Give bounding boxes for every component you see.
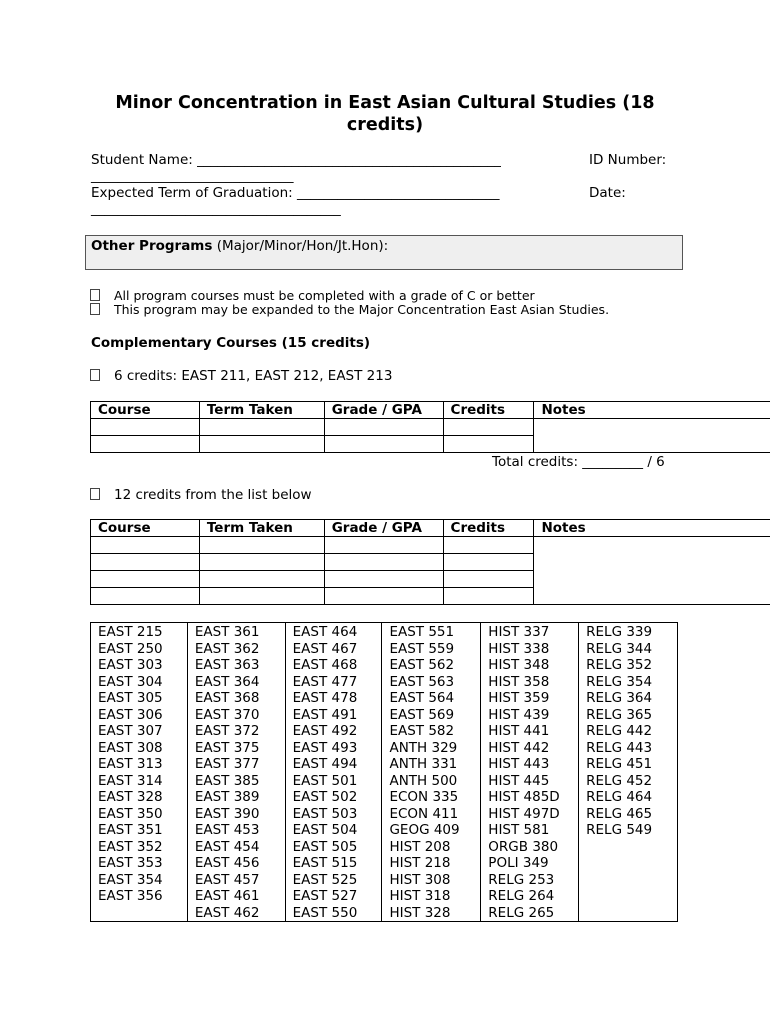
course-code: EAST 306 [98, 706, 163, 723]
course-code: EAST 461 [194, 888, 260, 904]
notes-cell[interactable] [534, 537, 770, 605]
checkbox-icon [90, 303, 100, 315]
course-code: EAST 364 [194, 673, 260, 690]
course-list-column [285, 623, 382, 922]
course-list-column [91, 623, 188, 922]
course-code: EAST 457 [194, 871, 260, 888]
course-code: EAST 372 [194, 723, 260, 739]
course-code: EAST 550 [292, 904, 358, 921]
other-programs-box [85, 235, 683, 270]
other-programs-label: Other Programs [91, 238, 213, 254]
course-code: EAST 515 [292, 855, 358, 871]
expected-term-field: Expected Term of Graduation: ______________________________ [91, 185, 500, 201]
course-code: EAST 564 [389, 690, 455, 706]
course-code: EAST 368 [194, 690, 260, 706]
course-code: EAST 525 [292, 871, 358, 888]
course-code: EAST 390 [194, 805, 260, 822]
course-code: HIST 328 [389, 904, 451, 921]
course-code: EAST 362 [194, 640, 260, 657]
course-code: EAST 468 [292, 657, 358, 673]
course-code: EAST 352 [98, 838, 163, 855]
course-code: RELG 352 [586, 657, 653, 673]
requirement-6-credits: 6 credits: EAST 211, EAST 212, EAST 213 [90, 368, 392, 384]
course-code: ANTH 331 [389, 756, 458, 772]
course-code: GEOG 409 [389, 822, 460, 838]
course-table-2 [90, 519, 770, 605]
page-title: Minor Concentration in East Asian Cultural Studies (18 credits) [115, 93, 655, 135]
credits-cell[interactable] [443, 436, 534, 453]
course-code: EAST 467 [292, 640, 358, 657]
course-code: EAST 215 [98, 624, 163, 640]
course-code: EAST 363 [194, 657, 260, 673]
col-credits: Credits [443, 402, 534, 419]
course-code: ECON 335 [389, 789, 459, 805]
course-code: EAST 562 [389, 657, 455, 673]
course-code: HIST 358 [488, 673, 550, 690]
course-code: EAST 351 [98, 822, 163, 838]
course-table-1 [90, 401, 770, 453]
course-code: EAST 462 [194, 904, 260, 921]
course-code: ANTH 500 [389, 772, 458, 789]
course-code: RELG 265 [488, 904, 555, 921]
course-code: HIST 308 [389, 871, 451, 888]
course-code: EAST 502 [292, 789, 358, 805]
course-code: HIST 359 [488, 690, 550, 706]
table-row[interactable] [91, 537, 770, 554]
course-code: HIST 218 [389, 855, 451, 871]
term-cell[interactable] [199, 588, 324, 605]
course-code: HIST 581 [488, 822, 550, 838]
other-programs-detail: (Major/Minor/Hon/Jt.Hon): [212, 238, 389, 254]
course-code: RELG 452 [586, 772, 653, 789]
course-cell[interactable] [91, 571, 200, 588]
course-code: EAST 314 [98, 772, 163, 789]
term-cell[interactable] [199, 436, 324, 453]
credits-cell[interactable] [443, 588, 534, 605]
course-cell[interactable] [91, 436, 200, 453]
course-code: EAST 494 [292, 756, 358, 772]
col-grade-gpa: Grade / GPA [324, 402, 443, 419]
course-code: EAST 559 [389, 640, 455, 657]
course-code: ANTH 329 [389, 739, 458, 756]
course-code: EAST 493 [292, 739, 358, 756]
course-code: EAST 361 [194, 624, 260, 640]
course-cell[interactable] [91, 554, 200, 571]
course-code: HIST 337 [488, 624, 550, 640]
course-code: EAST 454 [194, 838, 260, 855]
course-code: EAST 569 [389, 706, 455, 723]
date-label: Date: [589, 185, 626, 201]
total-credits-6: Total credits: _________ / 6 [492, 454, 665, 470]
course-code: EAST 501 [292, 772, 358, 789]
col-term-taken: Term Taken [199, 402, 324, 419]
course-code: EAST 464 [292, 624, 358, 640]
course-list-column [382, 623, 481, 922]
course-code: EAST 385 [194, 772, 260, 789]
course-cell[interactable] [91, 419, 200, 436]
course-code: RELG 365 [586, 706, 653, 723]
requirement-12-credits: 12 credits from the list below [90, 487, 312, 503]
checkbox-icon [90, 488, 100, 500]
notes-cell[interactable] [534, 419, 770, 453]
course-code: RELG 264 [488, 888, 555, 904]
credits-cell[interactable] [443, 554, 534, 571]
course-code: EAST 563 [389, 673, 455, 690]
course-code: EAST 303 [98, 657, 163, 673]
grade-cell[interactable] [324, 554, 443, 571]
course-code: HIST 485D [488, 789, 560, 805]
course-code: RELG 344 [586, 640, 653, 657]
course-code: EAST 503 [292, 805, 358, 822]
course-code: EAST 582 [389, 723, 455, 739]
course-code: RELG 451 [586, 756, 653, 772]
col-course: Course [91, 520, 200, 537]
credits-cell[interactable] [443, 537, 534, 554]
grade-cell[interactable] [324, 588, 443, 605]
course-code: RELG 465 [586, 805, 653, 822]
course-code: EAST 250 [98, 640, 163, 657]
course-code: RELG 339 [586, 624, 653, 640]
credits-cell[interactable] [443, 571, 534, 588]
course-code: HIST 443 [488, 756, 550, 772]
course-code: HIST 441 [488, 723, 550, 739]
course-list-table [90, 622, 678, 922]
col-course: Course [91, 402, 200, 419]
term-cell[interactable] [199, 571, 324, 588]
course-code: EAST 551 [389, 624, 455, 640]
col-notes: Notes [534, 520, 770, 537]
col-credits: Credits [443, 520, 534, 537]
course-code: EAST 328 [98, 789, 163, 805]
id-number-label: ID Number: [589, 152, 667, 168]
course-list-column [579, 623, 678, 922]
grade-cell[interactable] [324, 571, 443, 588]
course-code: EAST 354 [98, 871, 163, 888]
course-code: EAST 305 [98, 690, 163, 706]
course-code: EAST 353 [98, 855, 163, 871]
course-code: EAST 492 [292, 723, 358, 739]
checkbox-icon [90, 289, 100, 301]
course-code: RELG 464 [586, 789, 653, 805]
course-code: HIST 439 [488, 706, 550, 723]
course-code: EAST 375 [194, 739, 260, 756]
course-code: EAST 478 [292, 690, 358, 706]
col-notes: Notes [534, 402, 770, 419]
course-code: HIST 445 [488, 772, 550, 789]
grade-cell[interactable] [324, 436, 443, 453]
course-cell[interactable] [91, 537, 200, 554]
course-code: EAST 307 [98, 723, 163, 739]
complementary-heading: Complementary Courses (15 credits) [91, 335, 371, 351]
course-code: EAST 377 [194, 756, 260, 772]
term-cell[interactable] [199, 537, 324, 554]
course-code: EAST 527 [292, 888, 358, 904]
course-code: EAST 389 [194, 789, 260, 805]
table-row[interactable] [91, 419, 770, 436]
course-code: RELG 442 [586, 723, 653, 739]
col-term-taken: Term Taken [199, 520, 324, 537]
term-cell[interactable] [199, 554, 324, 571]
course-code: EAST 456 [194, 855, 260, 871]
course-code: EAST 505 [292, 838, 358, 855]
note-expand: This program may be expanded to the Major Concentration East Asian Studies. [90, 303, 609, 317]
course-code: EAST 477 [292, 673, 358, 690]
course-code: EAST 453 [194, 822, 260, 838]
course-code: EAST 491 [292, 706, 358, 723]
course-code: HIST 497D [488, 805, 560, 822]
credits-cell[interactable] [443, 419, 534, 436]
note-grade: All program courses must be completed with a grade of C or better [90, 289, 535, 303]
course-code: HIST 442 [488, 739, 550, 756]
course-code: POLI 349 [488, 855, 549, 871]
course-code: RELG 253 [488, 871, 555, 888]
course-code: ECON 411 [389, 805, 459, 822]
course-code: EAST 313 [98, 756, 163, 772]
course-code: EAST 308 [98, 739, 163, 756]
course-code: EAST 304 [98, 673, 163, 690]
course-code: HIST 338 [488, 640, 550, 657]
course-code: RELG 443 [586, 739, 653, 756]
course-code: RELG 364 [586, 690, 653, 706]
course-code: ORGB 380 [488, 838, 559, 855]
checkbox-icon [90, 369, 100, 381]
course-code: EAST 504 [292, 822, 358, 838]
course-code: RELG 549 [586, 822, 653, 838]
course-code: EAST 356 [98, 888, 163, 904]
course-code: RELG 354 [586, 673, 653, 690]
course-code: HIST 208 [389, 838, 451, 855]
student-name-field: Student Name: _____________________________________________ [91, 152, 501, 168]
date-line: _____________________________________ [91, 201, 341, 217]
course-code: HIST 318 [389, 888, 451, 904]
course-code: EAST 350 [98, 805, 163, 822]
course-code: EAST 370 [194, 706, 260, 723]
course-list-column [187, 623, 285, 922]
course-cell[interactable] [91, 588, 200, 605]
col-grade-gpa: Grade / GPA [324, 520, 443, 537]
course-list-column [481, 623, 579, 922]
grade-cell[interactable] [324, 537, 443, 554]
term-cell[interactable] [199, 419, 324, 436]
grade-cell[interactable] [324, 419, 443, 436]
id-number-line: ______________________________ [91, 168, 294, 184]
course-code: HIST 348 [488, 657, 550, 673]
